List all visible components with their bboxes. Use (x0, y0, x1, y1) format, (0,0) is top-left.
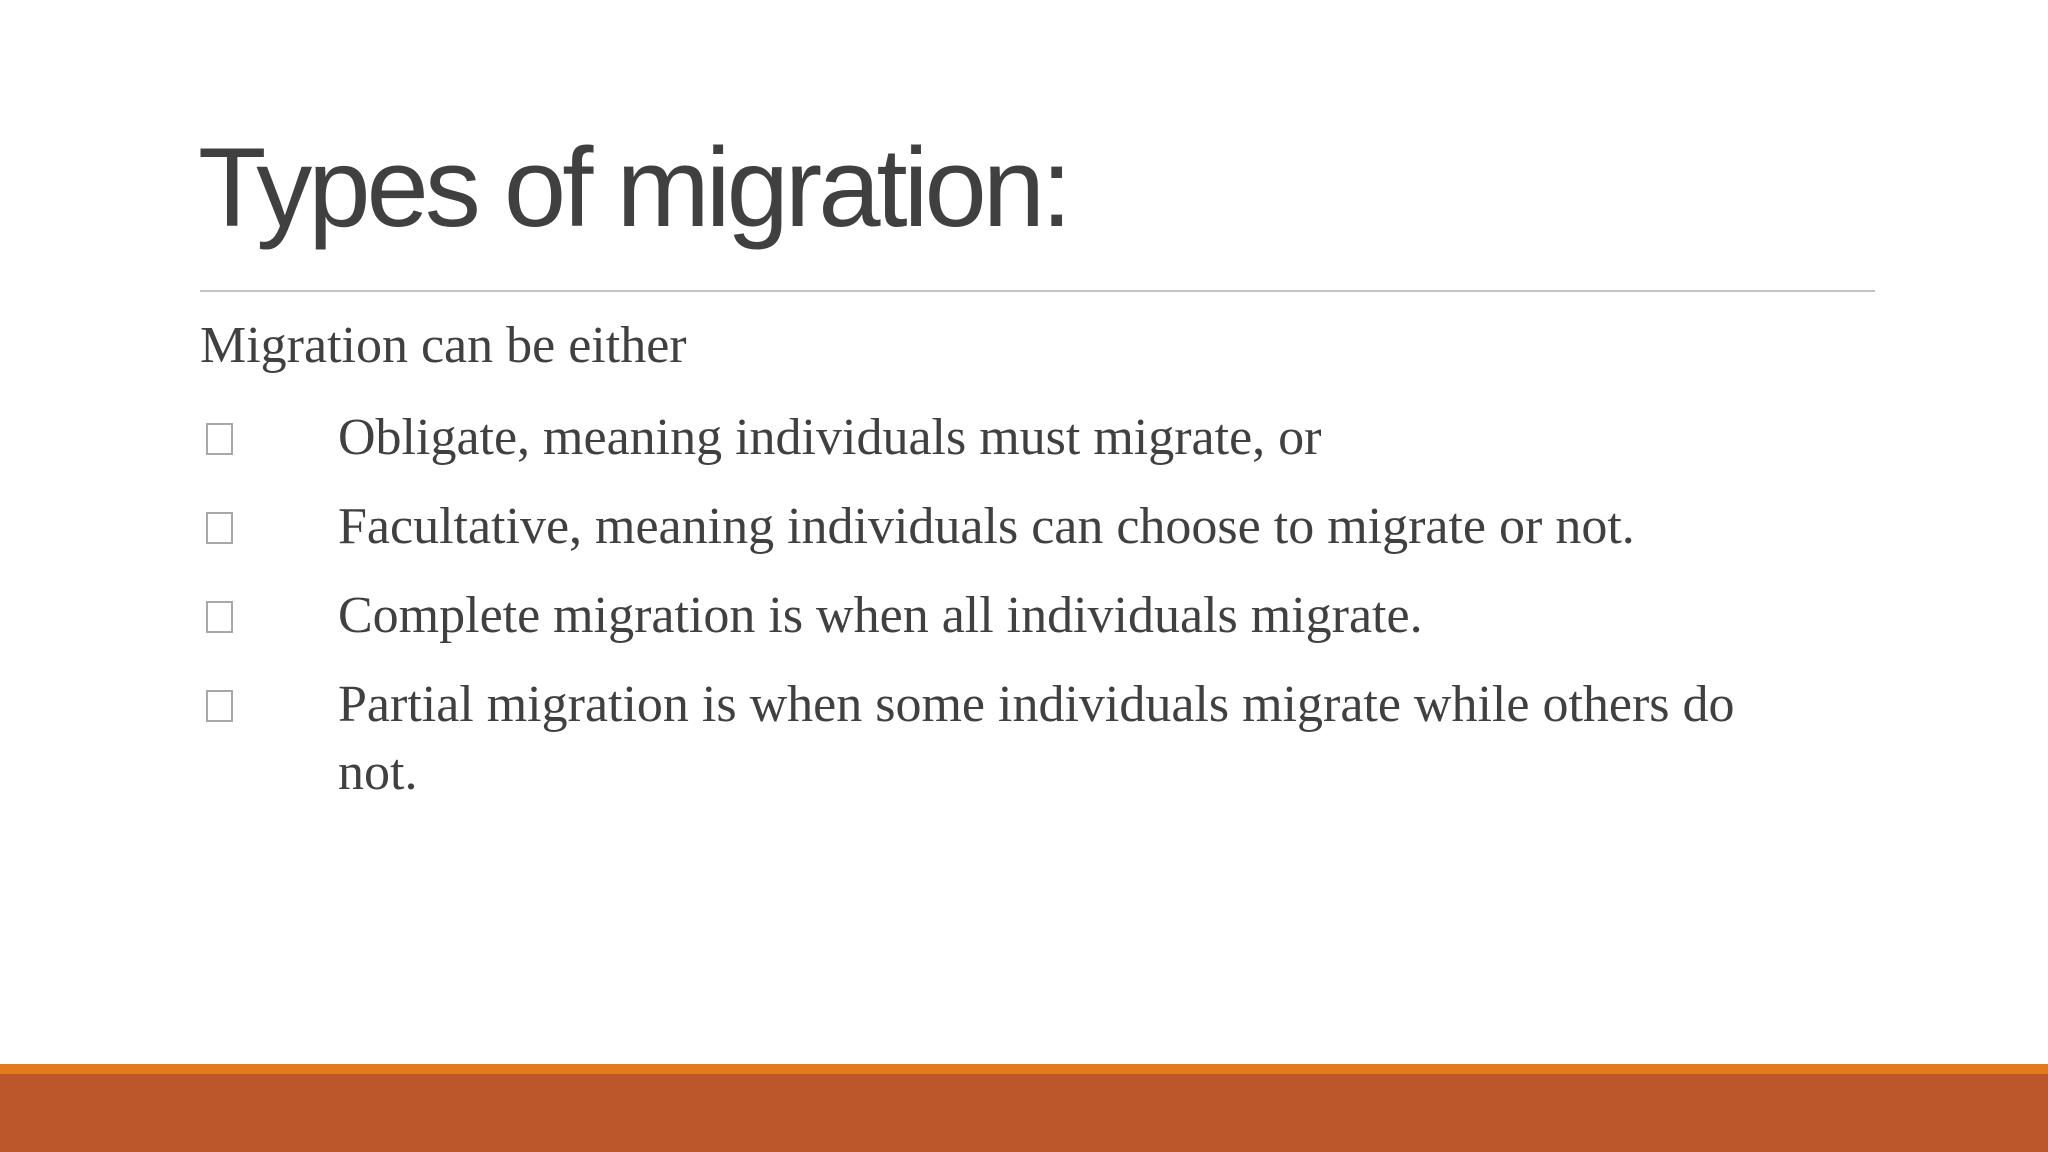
bullet-square-icon (206, 512, 233, 544)
bullet-square-icon (206, 601, 233, 633)
list-item (200, 493, 1800, 561)
bullet-square-icon (206, 423, 233, 455)
list-item-text: Obligate, meaning individuals must migrate, or (338, 409, 1322, 466)
list-item (200, 404, 1800, 472)
slide-title: Types of migration: (198, 125, 1069, 250)
footer-accent-stripe (0, 1064, 2048, 1074)
bullet-list (200, 404, 1800, 828)
intro-text: Migration can be either (200, 317, 687, 374)
list-item-text: Facultative, meaning individuals can choose to migrate or not. (338, 498, 1635, 555)
title-divider (200, 290, 1875, 292)
list-item (200, 582, 1800, 650)
list-item-text: Partial migration is when some individuals migrate while others do not. (338, 676, 1735, 801)
bullet-square-icon (206, 690, 233, 722)
footer-accent-bar (0, 1074, 2048, 1152)
list-item-text: Complete migration is when all individuals migrate. (338, 587, 1423, 644)
list-item (200, 671, 1800, 807)
